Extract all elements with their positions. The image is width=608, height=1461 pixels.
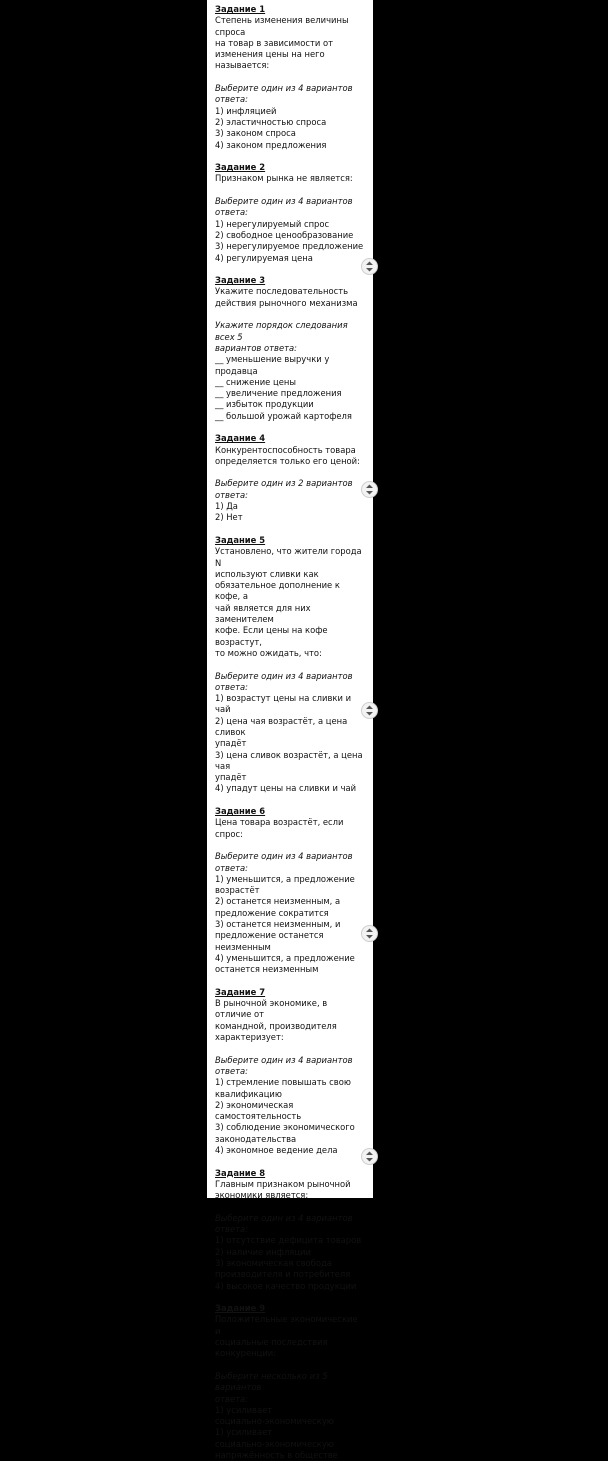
answer-option: социально-экономическую: [215, 1438, 334, 1449]
answer-option: 2) наличие инфляции: [215, 1246, 311, 1257]
question-line: характеризует:: [215, 1032, 284, 1043]
answer-option: 4) регулируемая цена: [215, 252, 313, 263]
task-title: Задание 6: [215, 806, 266, 817]
answer-option: 2) свободное ценообразование: [215, 229, 354, 240]
answer-option: упадёт: [215, 772, 247, 783]
answer-option: __ увеличение предложения: [215, 388, 342, 399]
question-line: Признаком рынка не является:: [215, 173, 353, 184]
question-line: Установлено, что жители города N: [215, 546, 365, 568]
answer-instruction: Выберите несколько из 5 вариантов: [215, 1370, 331, 1393]
answer-instruction: Укажите порядок следования всех 5: [215, 320, 351, 342]
answer-option: 4) законом предложения: [215, 139, 327, 150]
answer-option: 2) эластичностью спроса: [215, 116, 327, 127]
answer-option: законодательства: [215, 1133, 297, 1144]
scroll-handle[interactable]: [361, 702, 378, 719]
answer-option: 2) останется неизменным, а: [215, 896, 341, 907]
task-5: [215, 535, 365, 795]
answer-option: 1) нерегулируемый спрос: [215, 218, 330, 229]
question-line: на товар в зависимости от: [215, 37, 333, 48]
answer-option: 3) соблюдение экономического: [215, 1122, 355, 1133]
question-line: кофе. Если цены на кофе возрастут,: [215, 625, 331, 647]
task-4: [215, 433, 365, 523]
answer-option: 4) упадут цены на сливки и чай: [215, 783, 357, 794]
document-page: [207, 0, 373, 1460]
task-7: [215, 987, 365, 1156]
question-line: обязательное дополнение к кофе, а: [215, 580, 343, 602]
answer-option: 1) возрастут цены на сливки и чай: [215, 693, 354, 715]
answer-option: 4) экономное ведение дела: [215, 1144, 338, 1155]
answer-instruction: Выберите один из 4 вариантов ответа:: [215, 83, 356, 105]
answer-option: 1) Да: [215, 501, 238, 512]
task-title: Задание 4: [215, 433, 266, 444]
vertical-arrows-icon: [365, 928, 374, 939]
question-line: Цена товара возрастёт, если спрос:: [215, 817, 347, 839]
question-line: экономики является:: [215, 1190, 309, 1201]
answer-instruction: ответа:: [215, 1393, 248, 1404]
answer-option: 3) экономическая свобода: [215, 1257, 332, 1268]
answer-option: 2) Нет: [215, 512, 243, 523]
answer-option: 1) усиливает: [215, 1427, 273, 1438]
vertical-arrows-icon: [365, 1151, 374, 1162]
vertical-arrows-icon: [365, 705, 374, 716]
question-line: определяется только его ценой:: [215, 455, 360, 466]
scroll-handle[interactable]: [361, 1148, 378, 1165]
answer-option: 3) законом спроса: [215, 128, 296, 139]
task-9: [215, 1303, 365, 1461]
question-line: Укажите последовательность: [215, 286, 349, 297]
answer-instruction: Выберите один из 4 вариантов ответа:: [215, 670, 356, 692]
answer-option: 4) уменьшится, а предложение: [215, 952, 355, 963]
answer-option: предложение останется неизменным: [215, 930, 327, 952]
answer-option: упадёт: [215, 738, 247, 749]
answer-option: напряжённость в обществе: [215, 1450, 338, 1460]
task-title: Задание 9: [215, 1303, 266, 1314]
question-line: конкуренции:: [215, 1348, 277, 1359]
answer-option: __ уменьшение выручки у продавца: [215, 354, 332, 376]
task-title: Задание 2: [215, 162, 266, 173]
answer-option: 3) цена сливок возрастёт, а цена чая: [215, 749, 366, 771]
answer-option: квалификацию: [215, 1088, 282, 1099]
answer-option: 2) цена чая возрастёт, а цена сливок: [215, 715, 350, 737]
answer-instruction: Выберите один из 4 вариантов ответа:: [215, 196, 356, 218]
answer-instruction: Выберите один из 4 вариантов ответа:: [215, 1054, 356, 1076]
question-line: действия рыночного механизма: [215, 297, 358, 308]
scroll-handle[interactable]: [361, 925, 378, 942]
question-line: изменения цены на него называется:: [215, 49, 328, 71]
answer-option: самостоятельность: [215, 1111, 302, 1122]
task-title: Задание 1: [215, 4, 266, 14]
task-3: [215, 275, 365, 422]
task-6: [215, 806, 365, 975]
task-1: [215, 4, 365, 151]
question-line: социальные последствия: [215, 1337, 328, 1348]
scroll-handle[interactable]: [361, 481, 378, 498]
answer-instruction: вариантов ответа:: [215, 342, 297, 353]
answer-option: 1) инфляцией: [215, 105, 277, 116]
task-title: Задание 3: [215, 275, 266, 286]
answer-option: __ большой урожай картофеля: [215, 410, 352, 421]
answer-option: предложение сократится: [215, 907, 329, 918]
question-line: Конкурентоспособность товара: [215, 444, 356, 455]
answer-option: 3) нерегулируемое предложение: [215, 241, 364, 252]
answer-option: возрастёт: [215, 885, 260, 896]
answer-option: производителя и потребителя: [215, 1269, 351, 1280]
answer-option: 3) останется неизменным, и: [215, 919, 341, 930]
question-line: то можно ожидать, что:: [215, 647, 322, 658]
answer-option: останется неизменным: [215, 964, 319, 975]
answer-instruction: Выберите один из 4 вариантов ответа:: [215, 1212, 356, 1235]
vertical-arrows-icon: [365, 261, 374, 272]
scroll-handle[interactable]: [361, 258, 378, 275]
answer-option: 2) экономическая: [215, 1099, 294, 1110]
task-title: Задание 7: [215, 986, 266, 997]
question-line: Главным признаком рыночной: [215, 1178, 351, 1189]
task-2: [215, 162, 365, 264]
answer-instruction: Выберите один из 2 вариантов ответа:: [215, 478, 356, 500]
answer-option: 1) отсутствие дефицита товаров: [215, 1235, 362, 1246]
task-title: Задание 5: [215, 534, 266, 545]
answer-instruction: Выберите один из 4 вариантов ответа:: [215, 851, 356, 873]
answer-option: __ снижение цены: [215, 376, 296, 387]
answer-option: __ избыток продукции: [215, 399, 314, 410]
question-line: Положительные экономические и: [215, 1314, 361, 1336]
answer-option: 1) стремление повышать свою: [215, 1077, 351, 1088]
answer-option: 4) высокое качество продукции: [215, 1280, 357, 1291]
question-line: командной, производителя: [215, 1020, 337, 1031]
task-8: [215, 1168, 365, 1292]
question-line: Степень изменения величины спроса: [215, 15, 352, 37]
question-line: используют сливки как: [215, 568, 319, 579]
question-line: В рыночной экономике, в отличие от: [215, 998, 330, 1020]
answer-option: 1) усиливает: [215, 1404, 273, 1415]
answer-option: 1) уменьшится, а предложение: [215, 873, 355, 884]
vertical-arrows-icon: [365, 484, 374, 495]
task-title: Задание 8: [215, 1167, 266, 1178]
answer-option: социально-экономическую: [215, 1416, 334, 1427]
question-line: чай является для них заменителем: [215, 602, 314, 625]
